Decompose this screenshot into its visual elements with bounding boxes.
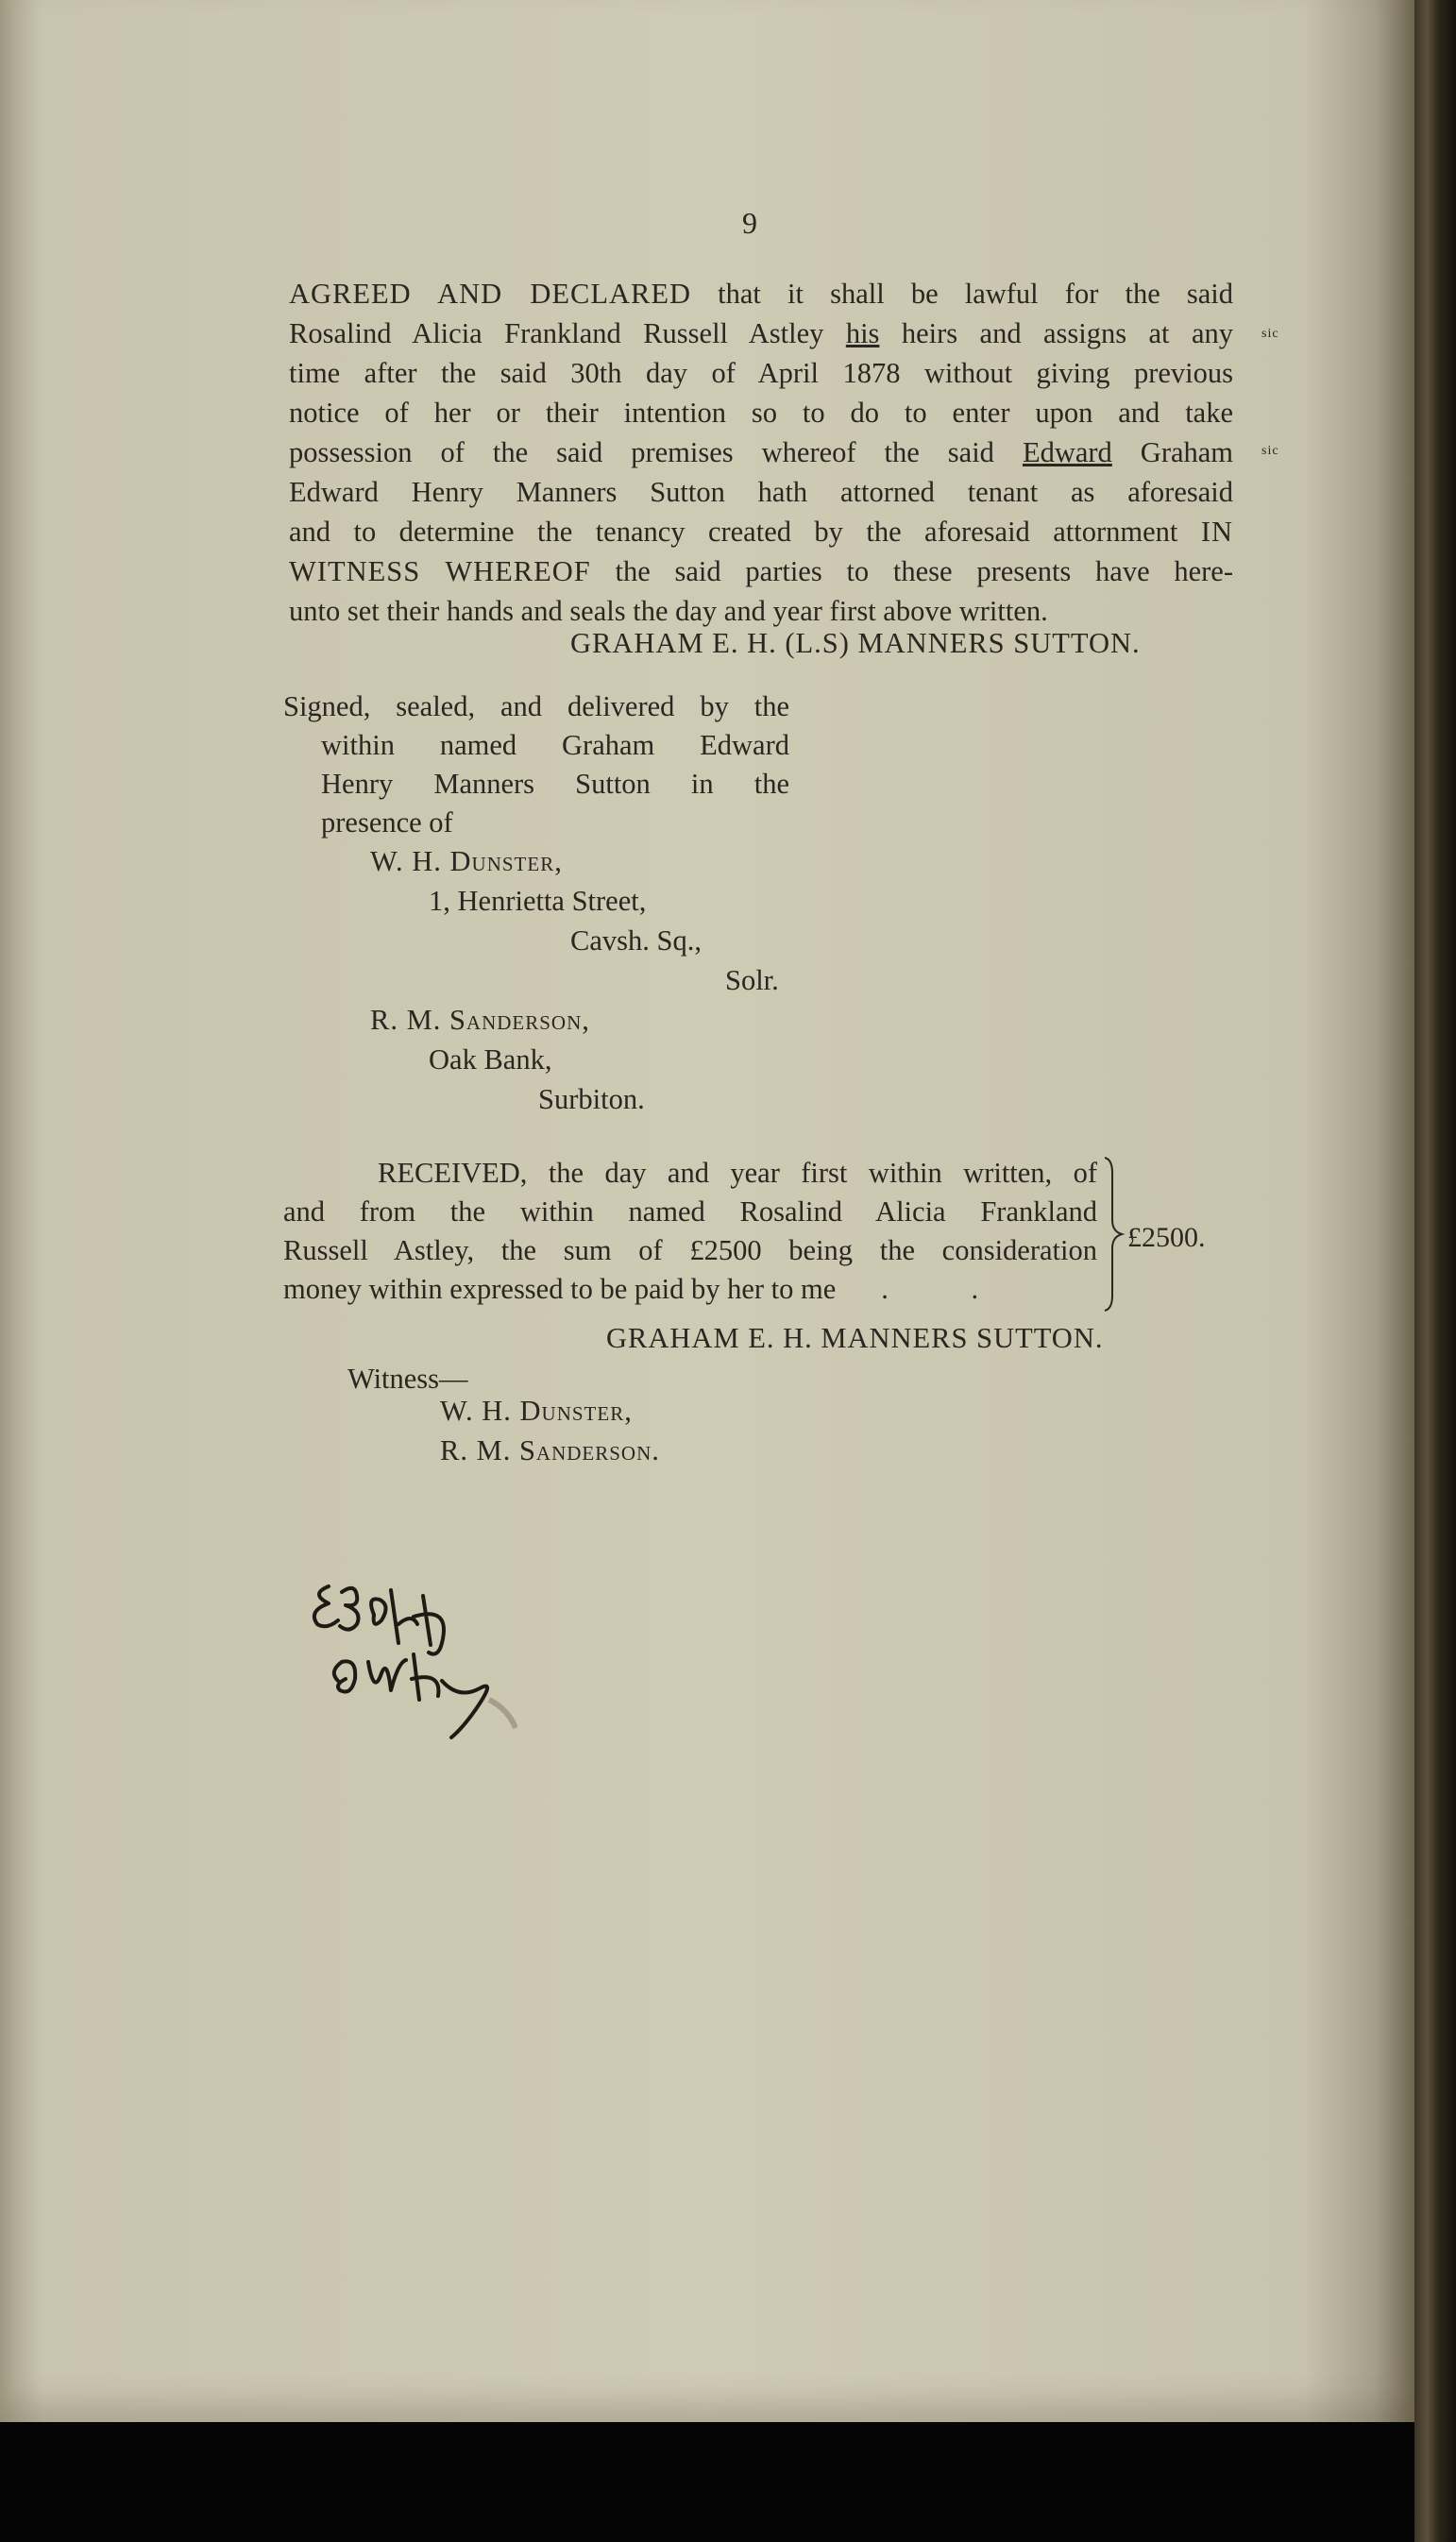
witness2-address: Surbiton.	[538, 1083, 645, 1115]
witness1-name: W. H. Dunster,	[370, 845, 563, 877]
attestation-line: within named Graham Edward	[321, 729, 789, 761]
witness-label: Witness—	[347, 1363, 468, 1395]
receipt-brace	[1101, 1154, 1129, 1314]
margin-note-sic: sic	[1261, 444, 1279, 458]
deed-opening: AGREED AND DECLARED	[289, 278, 691, 310]
receipt-line: money within expressed to be paid by her to me . .	[283, 1273, 1017, 1305]
deed-line: and to determine the tenancy created by the aforesaid attornment IN	[289, 516, 1233, 548]
deed-line: Edward Henry Manners Sutton hath attorned tenant as aforesaid	[289, 476, 1233, 508]
deed-line: time after the said 30th day of April 1878 without giving previous	[289, 357, 1233, 389]
deed-line: possession of the said premises whereof the said Edward Graham	[289, 436, 1234, 468]
attestation-line: Signed, sealed, and delivered by the	[283, 690, 789, 722]
receipt-signature-line: GRAHAM E. H. MANNERS SUTTON.	[606, 1322, 1104, 1354]
handwritten-initials	[300, 1568, 517, 1756]
book-spine-edge	[1414, 0, 1456, 2542]
deed-line: Rosalind Alicia Frankland Russell Astley his heirs and assigns at any	[289, 317, 1233, 349]
witness2-name: R. M. Sanderson,	[370, 1004, 590, 1036]
underlined-his: his	[845, 317, 880, 349]
receipt-line: Russell Astley, the sum of £2500 being the consideration	[283, 1234, 1097, 1266]
deed-line: AGREED AND DECLARED that it shall be lawful for the said	[289, 278, 1233, 310]
deed-line: notice of her or their intention so to do to enter upon and take	[289, 397, 1233, 429]
witness-name: R. M. Sanderson.	[440, 1434, 660, 1466]
attestation-clause	[283, 687, 789, 842]
margin-note-sic: sic	[1261, 327, 1279, 341]
attestation-line: presence of	[321, 806, 453, 839]
receipt-paragraph	[283, 1154, 1097, 1309]
receipt-line: and from the within named Rosalind Alicia Frankland	[283, 1195, 1097, 1228]
attestation-line: Henry Manners Sutton in the	[321, 768, 789, 800]
deed-line: unto set their hands and seals the day and year first above written.	[289, 595, 1048, 627]
page-number: 9	[742, 206, 757, 240]
witness1-address: 1, Henrietta Street,	[429, 885, 647, 917]
underlined-edward: Edward	[1022, 436, 1112, 468]
witness2-address: Oak Bank,	[429, 1043, 552, 1076]
grantor-signature-line: GRAHAM E. H. (L.S) MANNERS SUTTON.	[570, 627, 1141, 659]
witness1-address: Cavsh. Sq.,	[570, 924, 702, 957]
deed-line: WITNESS WHEREOF the said parties to these presents have here-	[289, 555, 1233, 587]
deed-paragraph	[289, 274, 1233, 631]
receipt-amount: £2500.	[1127, 1222, 1206, 1253]
witness-name: W. H. Dunster,	[440, 1395, 633, 1427]
witness1-title: Solr.	[725, 964, 779, 996]
receipt-line: RECEIVED, the day and year first within written, of	[378, 1157, 1097, 1189]
